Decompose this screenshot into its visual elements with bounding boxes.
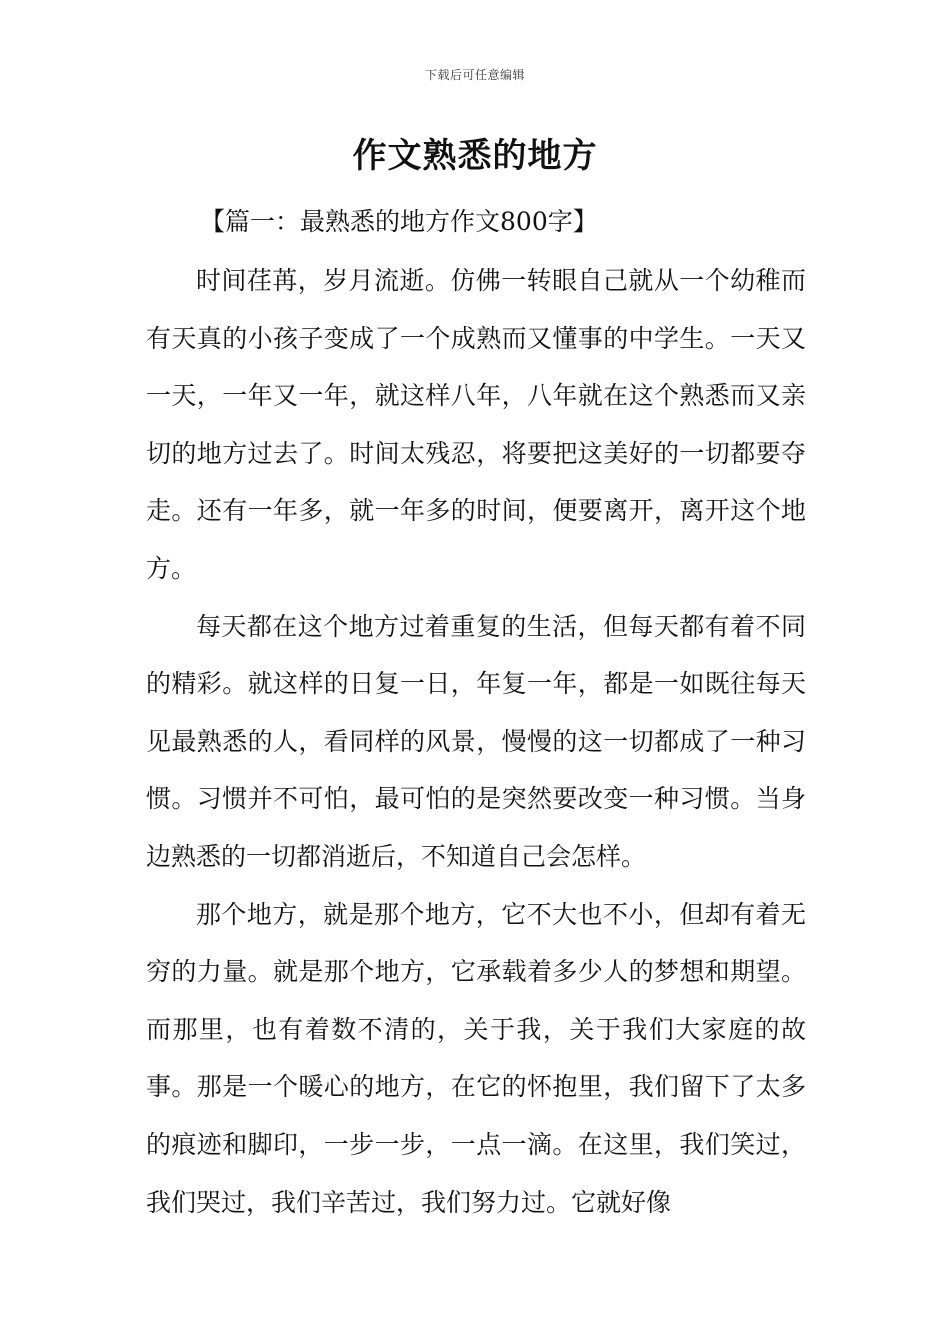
paragraph-3: 那个地方，就是那个地方，它不大也不小，但却有着无穷的力量。就是那个地方，它承载着多少人的梦想和期望。而那里，也有着数不清的，关于我，关于我们大家庭的故事。那是一个暖心的地方，在它的怀抱里，我们留下了太多的痕迹和脚印，一步一步，一点一滴。在这里，我们笑过，我们哭过，我们辛苦过，我们努力过。它就好像 <box>146 899 806 1217</box>
section-heading: 【篇一：最熟悉的地方作文800字】 <box>200 207 598 236</box>
document-title: 作文熟悉的地方 <box>352 136 598 176</box>
document-body <box>146 252 806 1231</box>
paragraph-2: 每天都在这个地方过着重复的生活，但每天都有着不同的精彩。就这样的日复一日，年复一年，都是一如既往每天见最熟悉的人，看同样的风景，慢慢的这一切都成了一种习惯。习惯并不可怕，最可怕的是突然要改变一种习惯。当身边熟悉的一切都消逝后，不知道自己会怎样。 <box>146 611 806 871</box>
header-note: 下载后可任意编辑 <box>424 68 525 82</box>
paragraph-1: 时间荏苒，岁月流逝。仿佛一转眼自己就从一个幼稚而有天真的小孩子变成了一个成熟而又懂事的中学生。一天又一天，一年又一年，就这样八年，八年就在这个熟悉而又亲切的地方过去了。时间太残忍，将要把这美好的一切都要夺走。还有一年多，就一年多的时间，便要离开，离开这个地方。 <box>146 266 806 583</box>
